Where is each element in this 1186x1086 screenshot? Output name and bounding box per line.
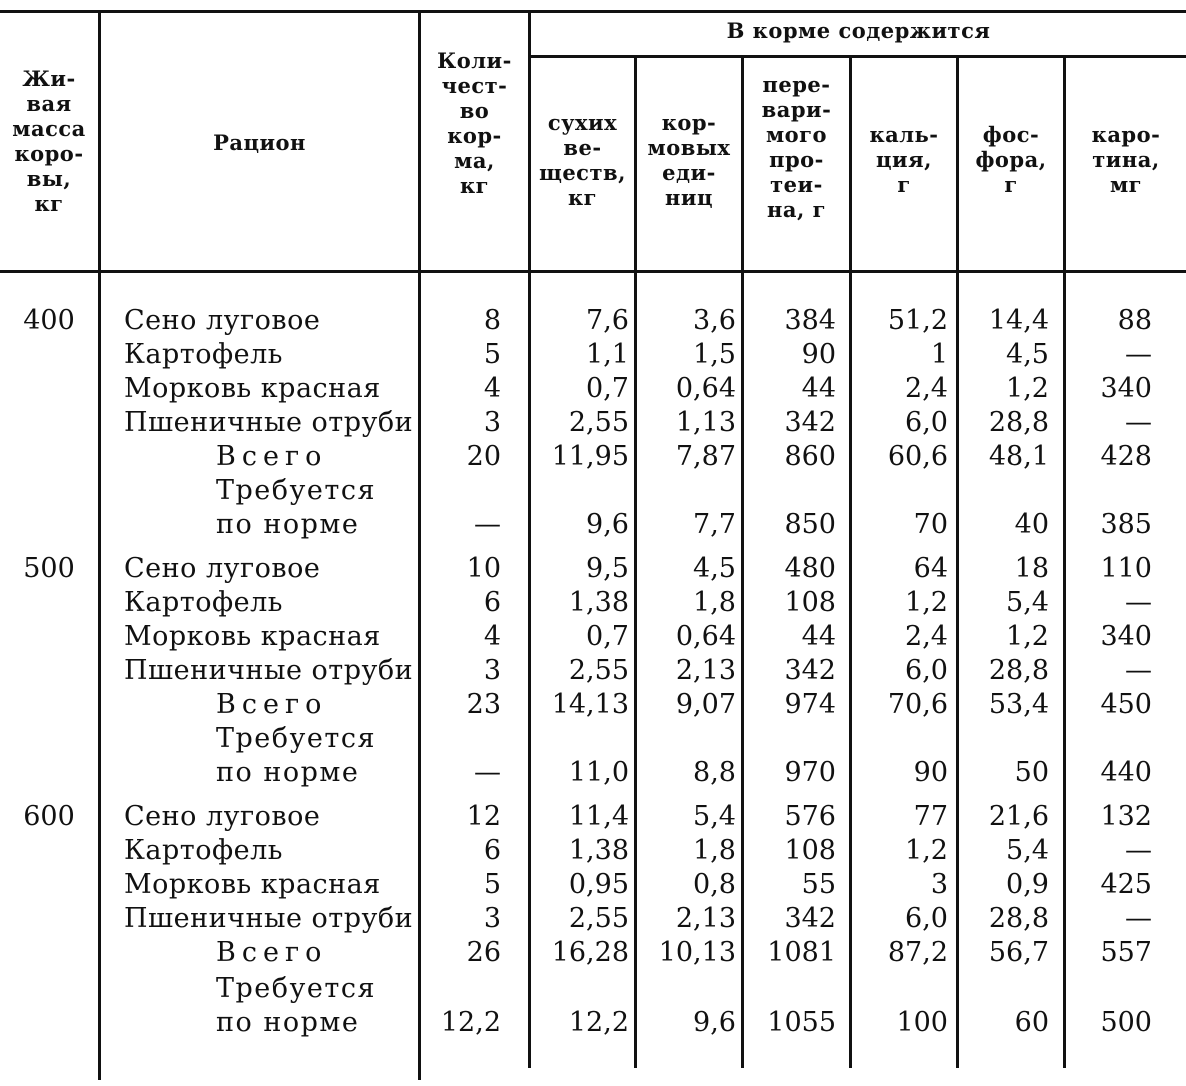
cell-calcium: 100 bbox=[896, 1007, 948, 1038]
cell-ration: Требуется по норме bbox=[216, 973, 376, 1038]
cell-ration: Морковь красная bbox=[124, 621, 381, 652]
cell-ration: Требуется по норме bbox=[216, 723, 376, 788]
cell-units: 1,8 bbox=[693, 587, 736, 618]
cell-ration: Картофель bbox=[124, 835, 283, 866]
cell-phosphorus: 28,8 bbox=[988, 407, 1049, 438]
cell-weight: 500 bbox=[23, 553, 75, 584]
cell-amount: 12 bbox=[466, 801, 501, 832]
cell-dry: 1,1 bbox=[586, 339, 629, 370]
cell-protein: 384 bbox=[784, 305, 836, 336]
cell-protein: 576 bbox=[784, 801, 836, 832]
cell-units: 7,7 bbox=[693, 509, 736, 540]
cell-protein: 480 bbox=[784, 553, 836, 584]
cell-calcium: 3 bbox=[930, 869, 948, 900]
cell-carotene: 428 bbox=[1100, 441, 1152, 472]
cell-carotene: — bbox=[1125, 407, 1152, 438]
header-calcium: каль- ция, г bbox=[869, 122, 939, 197]
cell-calcium: 1,2 bbox=[905, 835, 948, 866]
cell-carotene: 132 bbox=[1100, 801, 1152, 832]
cell-protein: 44 bbox=[801, 373, 836, 404]
cell-phosphorus: 1,2 bbox=[1006, 621, 1049, 652]
cell-calcium: 70,6 bbox=[887, 689, 948, 720]
cell-amount: 20 bbox=[466, 441, 501, 472]
cell-phosphorus: 14,4 bbox=[988, 305, 1049, 336]
cell-carotene: 110 bbox=[1100, 553, 1152, 584]
cell-carotene: — bbox=[1125, 903, 1152, 934]
subheader-rule bbox=[528, 55, 1186, 58]
header-carotene: каро- тина, мг bbox=[1091, 122, 1161, 197]
cell-calcium: 51,2 bbox=[887, 305, 948, 336]
cell-protein: 850 bbox=[784, 509, 836, 540]
cell-units: 0,8 bbox=[693, 869, 736, 900]
cell-protein: 1055 bbox=[767, 1007, 836, 1038]
cell-protein: 974 bbox=[784, 689, 836, 720]
cell-amount: — bbox=[474, 509, 501, 540]
cell-phosphorus: 28,8 bbox=[988, 655, 1049, 686]
cell-ration: Сено луговое bbox=[124, 305, 321, 336]
cell-ration: Морковь красная bbox=[124, 373, 381, 404]
cell-carotene: — bbox=[1125, 587, 1152, 618]
cell-dry: 0,95 bbox=[568, 869, 629, 900]
cell-carotene: 450 bbox=[1100, 689, 1152, 720]
cell-ration: Пшеничные отруби bbox=[124, 407, 414, 438]
cell-calcium: 87,2 bbox=[887, 937, 948, 968]
cell-units: 8,8 bbox=[693, 757, 736, 788]
cell-dry: 0,7 bbox=[586, 373, 629, 404]
cell-amount: 5 bbox=[483, 339, 501, 370]
cell-calcium: 70 bbox=[913, 509, 948, 540]
cell-calcium: 2,4 bbox=[905, 373, 948, 404]
cell-ration: Сено луговое bbox=[124, 553, 321, 584]
cell-carotene: 88 bbox=[1117, 305, 1152, 336]
cell-amount: 4 bbox=[483, 621, 501, 652]
cell-units: 0,64 bbox=[675, 373, 736, 404]
header-bottom-rule bbox=[0, 270, 1186, 273]
cell-dry: 7,6 bbox=[586, 305, 629, 336]
cell-protein: 860 bbox=[784, 441, 836, 472]
cell-protein: 342 bbox=[784, 655, 836, 686]
cell-calcium: 77 bbox=[913, 801, 948, 832]
cell-calcium: 6,0 bbox=[905, 903, 948, 934]
cell-units: 1,13 bbox=[675, 407, 736, 438]
cell-protein: 108 bbox=[784, 835, 836, 866]
cell-amount: 4 bbox=[483, 373, 501, 404]
cell-calcium: 60,6 bbox=[887, 441, 948, 472]
cell-dry: 11,95 bbox=[551, 441, 629, 472]
cell-units: 5,4 bbox=[693, 801, 736, 832]
cell-protein: 55 bbox=[801, 869, 836, 900]
cell-amount: — bbox=[474, 757, 501, 788]
cell-dry: 1,38 bbox=[568, 587, 629, 618]
cell-units: 9,07 bbox=[675, 689, 736, 720]
cell-protein: 342 bbox=[784, 903, 836, 934]
cell-units: 3,6 bbox=[693, 305, 736, 336]
header-phosphorus: фос- фора, г bbox=[975, 122, 1047, 197]
cell-amount: 23 bbox=[466, 689, 501, 720]
cell-weight: 600 bbox=[23, 801, 75, 832]
cell-phosphorus: 28,8 bbox=[988, 903, 1049, 934]
cell-protein: 970 bbox=[784, 757, 836, 788]
cell-carotene: — bbox=[1125, 339, 1152, 370]
cell-phosphorus: 5,4 bbox=[1006, 587, 1049, 618]
cell-amount: 8 bbox=[483, 305, 501, 336]
cell-calcium: 1,2 bbox=[905, 587, 948, 618]
cell-protein: 342 bbox=[784, 407, 836, 438]
cell-amount: 6 bbox=[483, 835, 501, 866]
cell-amount: 12,2 bbox=[440, 1007, 501, 1038]
cell-dry: 11,4 bbox=[568, 801, 629, 832]
cell-protein: 108 bbox=[784, 587, 836, 618]
cell-units: 10,13 bbox=[658, 937, 736, 968]
header-dry-matter: сухих ве- ществ, кг bbox=[539, 110, 626, 210]
cell-protein: 44 bbox=[801, 621, 836, 652]
cell-carotene: 385 bbox=[1100, 509, 1152, 540]
cell-units: 1,5 bbox=[693, 339, 736, 370]
cell-dry: 9,5 bbox=[586, 553, 629, 584]
header-contains: В корме содержится bbox=[726, 18, 991, 43]
cell-calcium: 6,0 bbox=[905, 407, 948, 438]
cell-amount: 5 bbox=[483, 869, 501, 900]
cell-dry: 0,7 bbox=[586, 621, 629, 652]
cell-ration: Всего bbox=[216, 441, 328, 472]
cell-dry: 2,55 bbox=[568, 655, 629, 686]
cell-units: 9,6 bbox=[693, 1007, 736, 1038]
cell-calcium: 2,4 bbox=[905, 621, 948, 652]
cell-phosphorus: 60 bbox=[1014, 1007, 1049, 1038]
cell-carotene: — bbox=[1125, 655, 1152, 686]
cell-units: 2,13 bbox=[675, 655, 736, 686]
top-rule bbox=[0, 10, 1186, 13]
header-amount: Коли- чест- во кор- ма, кг bbox=[437, 48, 512, 198]
cell-dry: 2,55 bbox=[568, 903, 629, 934]
cell-calcium: 64 bbox=[913, 553, 948, 584]
cell-dry: 11,0 bbox=[568, 757, 629, 788]
cell-ration: Сено луговое bbox=[124, 801, 321, 832]
cell-phosphorus: 48,1 bbox=[988, 441, 1049, 472]
cell-calcium: 90 bbox=[913, 757, 948, 788]
cell-ration: Всего bbox=[216, 937, 328, 968]
cell-units: 0,64 bbox=[675, 621, 736, 652]
cell-phosphorus: 4,5 bbox=[1006, 339, 1049, 370]
cell-phosphorus: 5,4 bbox=[1006, 835, 1049, 866]
cell-dry: 9,6 bbox=[586, 509, 629, 540]
cell-dry: 12,2 bbox=[568, 1007, 629, 1038]
cell-dry: 16,28 bbox=[551, 937, 629, 968]
cell-ration: Пшеничные отруби bbox=[124, 903, 414, 934]
cell-ration: Пшеничные отруби bbox=[124, 655, 414, 686]
cell-amount: 26 bbox=[466, 937, 501, 968]
cell-phosphorus: 18 bbox=[1014, 553, 1049, 584]
cell-units: 1,8 bbox=[693, 835, 736, 866]
cell-dry: 1,38 bbox=[568, 835, 629, 866]
cell-calcium: 1 bbox=[930, 339, 948, 370]
cell-units: 4,5 bbox=[693, 553, 736, 584]
cell-units: 2,13 bbox=[675, 903, 736, 934]
cell-carotene: 557 bbox=[1100, 937, 1152, 968]
cell-amount: 10 bbox=[466, 553, 501, 584]
header-ration: Рацион bbox=[213, 130, 306, 155]
cell-dry: 14,13 bbox=[551, 689, 629, 720]
cell-amount: 3 bbox=[483, 903, 501, 934]
cell-carotene: 500 bbox=[1100, 1007, 1152, 1038]
cell-amount: 3 bbox=[483, 655, 501, 686]
cell-units: 7,87 bbox=[675, 441, 736, 472]
cell-carotene: — bbox=[1125, 835, 1152, 866]
cell-ration: Требуется по норме bbox=[216, 475, 376, 540]
cell-protein: 1081 bbox=[767, 937, 836, 968]
cell-phosphorus: 40 bbox=[1014, 509, 1049, 540]
cell-carotene: 425 bbox=[1100, 869, 1152, 900]
cell-dry: 2,55 bbox=[568, 407, 629, 438]
header-protein: пере- вари- мого про- теи- на, г bbox=[761, 72, 832, 222]
cell-carotene: 340 bbox=[1100, 621, 1152, 652]
cell-calcium: 6,0 bbox=[905, 655, 948, 686]
cell-ration: Картофель bbox=[124, 587, 283, 618]
col-divider bbox=[98, 10, 101, 1080]
cell-carotene: 440 bbox=[1100, 757, 1152, 788]
cell-phosphorus: 53,4 bbox=[988, 689, 1049, 720]
header-feed-units: кор- мовых еди- ниц bbox=[647, 110, 731, 210]
cell-weight: 400 bbox=[23, 305, 75, 336]
cell-phosphorus: 1,2 bbox=[1006, 373, 1049, 404]
cell-amount: 3 bbox=[483, 407, 501, 438]
cell-ration: Морковь красная bbox=[124, 869, 381, 900]
cell-phosphorus: 0,9 bbox=[1006, 869, 1049, 900]
cell-protein: 90 bbox=[801, 339, 836, 370]
cell-phosphorus: 56,7 bbox=[988, 937, 1049, 968]
cell-amount: 6 bbox=[483, 587, 501, 618]
cell-carotene: 340 bbox=[1100, 373, 1152, 404]
header-weight: Жи- вая масса коро- вы, кг bbox=[12, 66, 86, 216]
cell-phosphorus: 50 bbox=[1014, 757, 1049, 788]
cell-phosphorus: 21,6 bbox=[988, 801, 1049, 832]
cell-ration: Картофель bbox=[124, 339, 283, 370]
cell-ration: Всего bbox=[216, 689, 328, 720]
